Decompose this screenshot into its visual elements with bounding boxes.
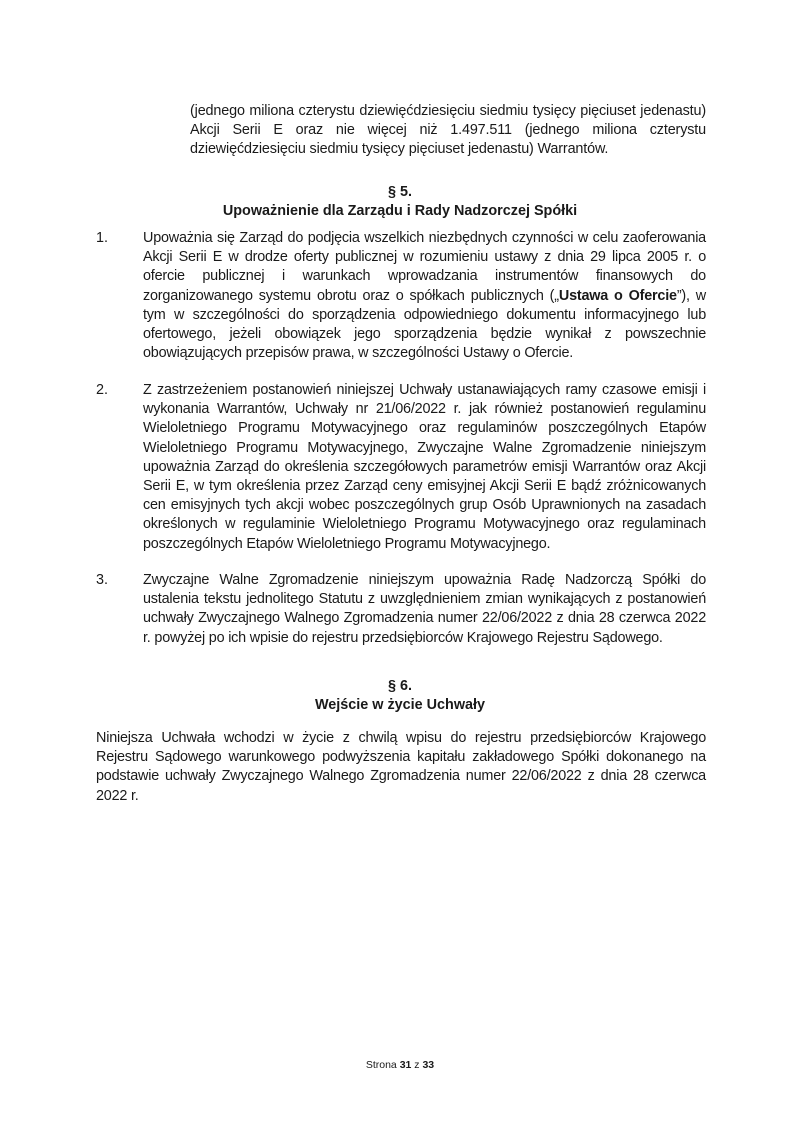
continuation-paragraph: (jednego miliona czterystu dziewięćdziesięciu siedmiu tysięcy pięciuset jedenastu) Akcji Serii E oraz nie więcej niż 1.497.511 (jednego miliona czterystu dziewięćdziesięciu siedmiu tysięcy pięciuset jedenastu) Warrantów. — [190, 103, 706, 158]
defined-term: Ustawa o Ofercie — [558, 287, 677, 304]
section-6-number: § 6. — [387, 678, 412, 694]
list-item-number: 1. — [96, 230, 109, 246]
text-segment: Upoważnia się Zarząd do podjęcia wszelkich niezbędnych czynności w celu zaoferowania Akcji Serii E w drodze oferty publicznej w rozumieniu ustawy z dnia 29 lipca 2005 r. o ofercie publicznej i warunkach wprowadzania instrumentów finansowych do zorganizowanego systemu obrotu oraz o spółkach publicznych („ — [143, 230, 706, 304]
section-6-heading — [80, 677, 720, 715]
page-footer — [0, 1058, 800, 1072]
section-5-heading — [80, 183, 720, 221]
list-item-number: 3. — [96, 572, 109, 588]
text-segment: ”), w tym w szczególności do sporządzenia odpowiedniego dokumentu informacyjnego lub ofertowego, jeżeli obowiązek jego sporządzenia będzie wynikał z powszechnie obowiązujących przepisów prawa, w szczególności Ustawy o Ofercie. — [143, 287, 706, 362]
section-5-title: Upoważnienie dla Zarządu i Rady Nadzorczej Spółki — [222, 203, 578, 220]
total-pages-number: 33 — [422, 1059, 435, 1071]
section-6-title: Wejście w życie Uchwały — [314, 697, 486, 714]
list-item-text — [143, 229, 706, 363]
page-label: Strona — [365, 1059, 397, 1071]
page-separator: z — [414, 1059, 420, 1071]
list-item-text: Zwyczajne Walne Zgromadzenie niniejszym upoważnia Radę Nadzorczą Spółki do ustalenia tekstu jednolitego Statutu z uwzględnieniem zmian wynikających z postanowień uchwały Zwyczajnego Walnego Zgromadzenia numer 22/06/2022 z dnia 28 czerwca 2022 r. powyżej po ich wpisie do rejestru przedsiębiorców Krajowego Rejestru Sądowego. — [143, 572, 706, 646]
list-item-text: Z zastrzeżeniem postanowień niniejszej Uchwały ustanawiających ramy czasowe emisji i wykonania Warrantów, Uchwały nr 21/06/2022 r. jak również postanowień regulaminu Wieloletniego Programu Motywacyjnego oraz regulaminów poszczególnych Etapów Wieloletniego Programu Motywacyjnego, Zwyczajne Walne Zgromadzenie niniejszym upoważnia Zarząd do określenia szczegółowych parametrów emisji Warrantów oraz Akcji Serii E, w tym określenia przez Zarząd ceny emisyjnej Akcji Serii E bądź zróżnicowanych cen emisyjnych tych akcji wobec poszczególnych grup Osób Uprawnionych na zasadach określonych w regulaminie Wieloletniego Programu Motywacyjnego oraz regulaminach poszczególnych Etapów Wieloletniego Programu Motywacyjnego. — [143, 382, 706, 552]
section-5-number: § 5. — [387, 184, 412, 200]
section-6-paragraph: Niniejsza Uchwała wchodzi w życie z chwilą wpisu do rejestru przedsiębiorców Krajowego Rejestru Sądowego warunkowego podwyższenia kapitału zakładowego Spółki dokonanego na podstawie uchwały Zwyczajnego Walnego Zgromadzenia numer 22/06/2022 z dnia 28 czerwca 2022 r. — [96, 730, 706, 804]
list-item-number: 2. — [96, 382, 109, 398]
current-page-number: 31 — [399, 1059, 412, 1071]
